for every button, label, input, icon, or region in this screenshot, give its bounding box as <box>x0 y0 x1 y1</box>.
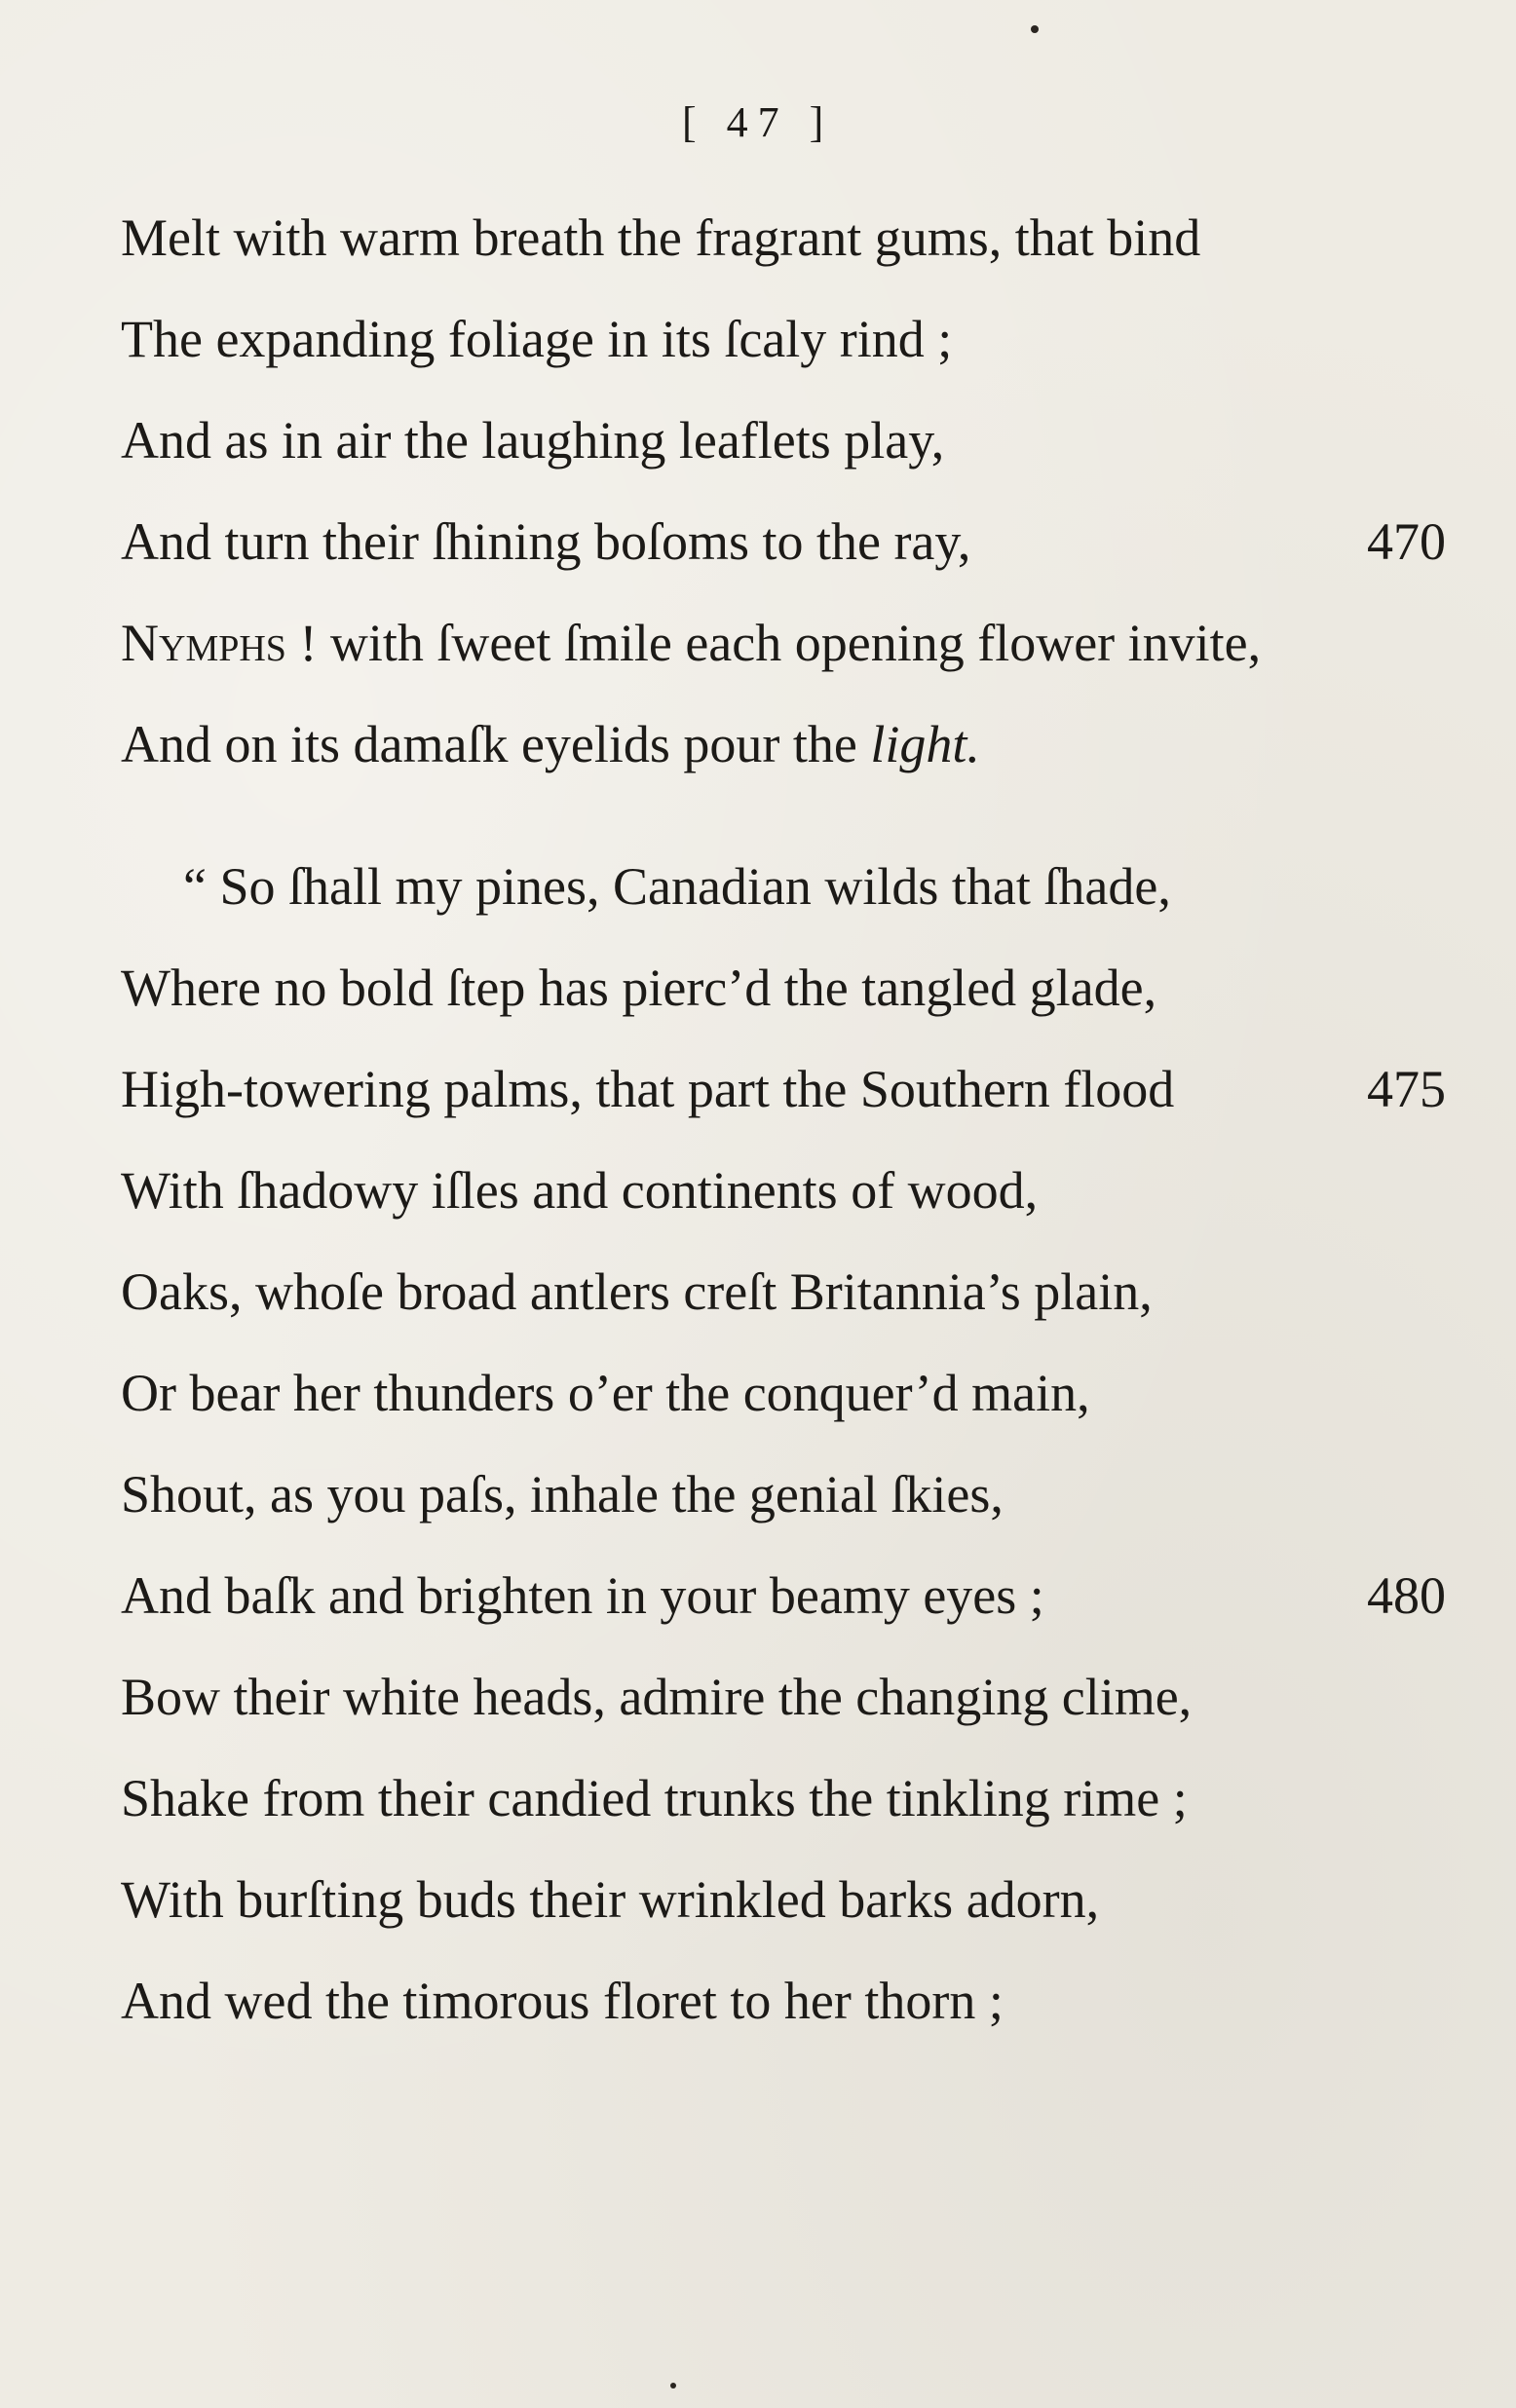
verse-line: And as in air the laughing leaflets play, <box>121 411 945 470</box>
line-number: 470 <box>1367 512 1446 571</box>
verse-line: Bow their white heads, admire the changing clime, <box>121 1668 1193 1726</box>
verse-line: “ So ſhall my pines, Canadian wilds that ſhade, <box>183 857 1171 916</box>
verse-line: Or bear her thunders o’er the conquer’d main, <box>121 1364 1090 1422</box>
poem-text <box>121 187 1446 2051</box>
verse-line: And wed the timorous floret to her thorn ; <box>121 1972 1004 2030</box>
ink-speck <box>670 2383 676 2389</box>
verse-line: And turn their ſhining boſoms to the ray, 470 <box>121 491 1446 592</box>
verse-line: With burſting buds their wrinkled barks adorn, <box>121 1870 1100 1929</box>
line-number: 475 <box>1367 1060 1446 1118</box>
line-number: 480 <box>1367 1566 1446 1625</box>
verse-line: The expanding foliage in its ſcaly rind ; <box>121 310 953 368</box>
verse-line: And on its damaſk eyelids pour the light. <box>121 715 980 773</box>
verse-line: Oaks, whoſe broad antlers creſt Britannia’s plain, <box>121 1262 1153 1321</box>
verse-line: With ſhadowy iſles and continents of wood, <box>121 1161 1039 1220</box>
verse-line: Where no bold ſtep has pierc’d the tangled glade, <box>121 959 1157 1017</box>
verse-line: Shout, as you paſs, inhale the genial ſkies, <box>121 1465 1004 1524</box>
small-caps-word: Nymphs <box>121 614 286 672</box>
ink-speck <box>1031 25 1039 33</box>
verse-line: High-towering palms, that part the Southern flood 475 <box>121 1038 1446 1140</box>
page-number: [ 47 ] <box>682 98 834 146</box>
italic-word: light. <box>870 715 980 773</box>
verse-line: And baſk and brighten in your beamy eyes ; 480 <box>121 1545 1446 1646</box>
verse-line: Shake from their candied trunks the tinkling rime ; <box>121 1769 1188 1827</box>
verse-line: Nymphs ! with ſweet ſmile each opening flower invite, <box>121 614 1262 672</box>
verse-line: Melt with warm breath the fragrant gums, that bind <box>121 208 1201 267</box>
